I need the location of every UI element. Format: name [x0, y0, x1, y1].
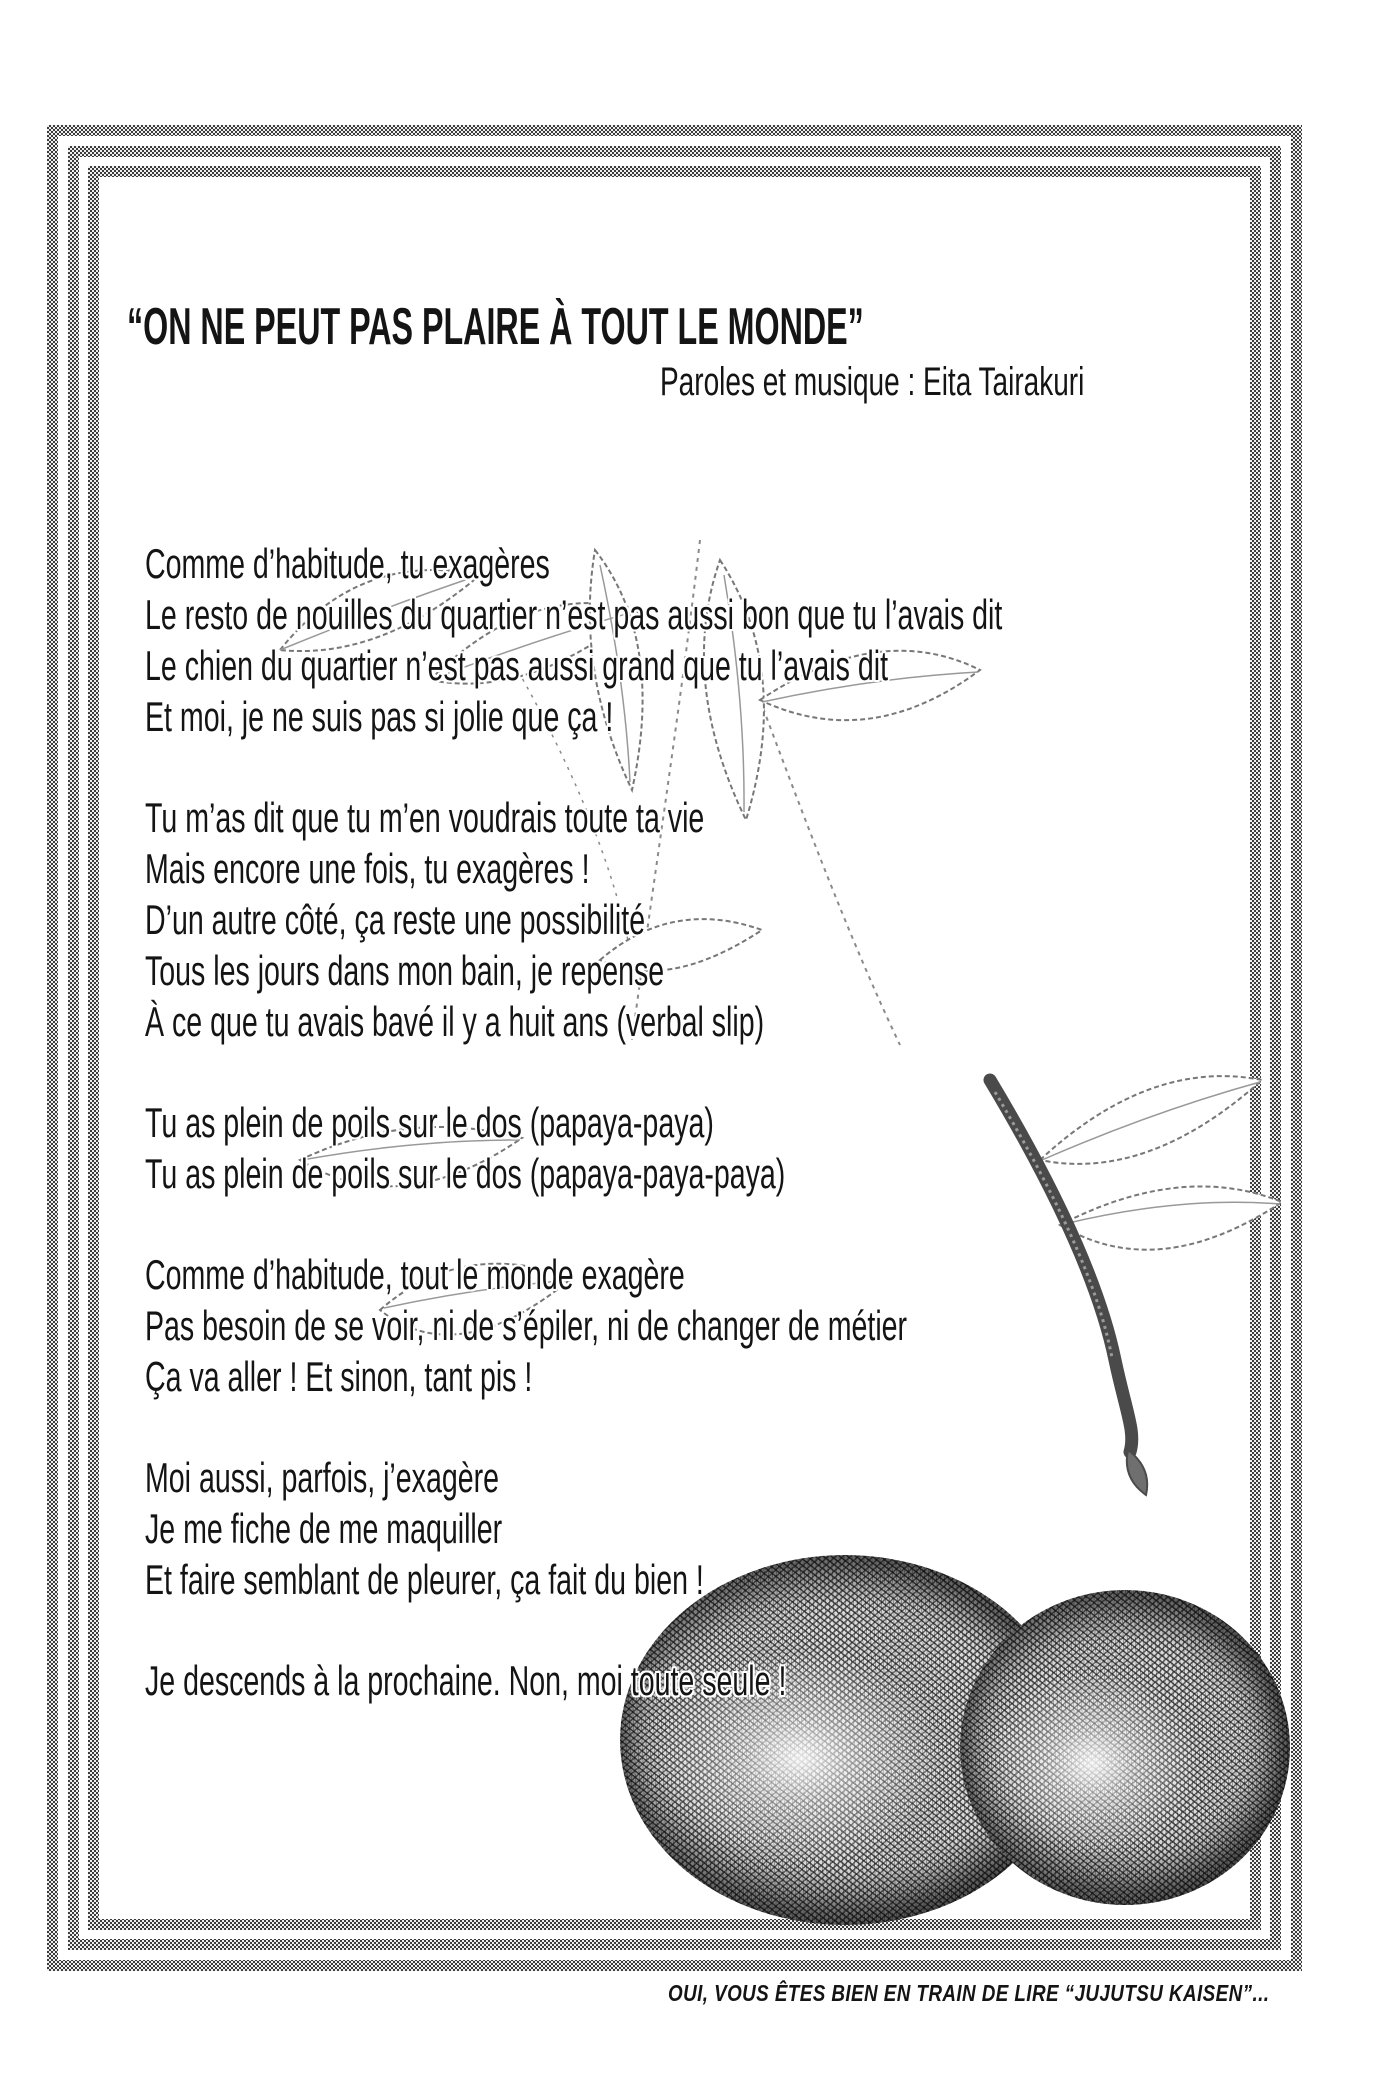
- lyric-line: Tu as plein de poils sur le dos (papaya-paya-paya): [145, 1150, 786, 1197]
- lyric-line: Tous les jours dans mon bain, je repense: [145, 947, 665, 994]
- lyric-line: Comme d’habitude, tout le monde exagère: [145, 1251, 685, 1298]
- lyric-line: Pas besoin de se voir, ni de s’épiler, ni de changer de métier: [145, 1302, 908, 1349]
- stanza: [145, 1655, 1381, 1706]
- lyric-line: Ça va aller ! Et sinon, tant pis !: [145, 1353, 533, 1400]
- lyric-line: Comme d’habitude, tu exagères: [145, 540, 550, 587]
- credit-line: Paroles et musique : Eita Tairakuri: [660, 360, 1085, 404]
- lyric-line: D’un autre côté, ça reste une possibilité: [145, 896, 646, 943]
- lyric-line: Et moi, je ne suis pas si jolie que ça !: [145, 693, 614, 740]
- lyric-line: Le chien du quartier n’est pas aussi grand que tu l’avais dit: [145, 642, 889, 689]
- stanza: [145, 538, 1381, 742]
- lyric-line: Mais encore une fois, tu exagères !: [145, 845, 590, 892]
- lyric-line: Je descends à la prochaine. Non, moi toute seule !: [145, 1657, 787, 1704]
- song-title: “ON NE PEUT PAS PLAIRE À TOUT LE MONDE”: [127, 297, 864, 356]
- lyric-line: Tu m’as dit que tu m’en voudrais toute ta vie: [145, 794, 705, 841]
- lyric-line: Tu as plein de poils sur le dos (papaya-paya): [145, 1099, 714, 1146]
- lyric-line: Moi aussi, parfois, j’exagère: [145, 1454, 499, 1501]
- lyric-line: Et faire semblant de pleurer, ça fait du bien !: [145, 1556, 704, 1603]
- stanza: [145, 792, 1381, 1047]
- editor-note: OUI, VOUS ÊTES BIEN EN TRAIN DE LIRE “JUJUTSU KAISEN”...: [667, 1980, 1269, 2006]
- stanza: [145, 1249, 1381, 1402]
- stanza: [145, 1452, 1381, 1605]
- lyric-line: À ce que tu avais bavé il y a huit ans (verbal slip): [145, 998, 765, 1045]
- lyric-line: Je me fiche de me maquiller: [145, 1505, 503, 1552]
- lyrics-block: [145, 538, 1381, 1756]
- stanza: [145, 1097, 1381, 1199]
- lyric-line: Le resto de nouilles du quartier n’est pas aussi bon que tu l’avais dit: [145, 591, 1003, 638]
- editor-note-row: [0, 1980, 1269, 2007]
